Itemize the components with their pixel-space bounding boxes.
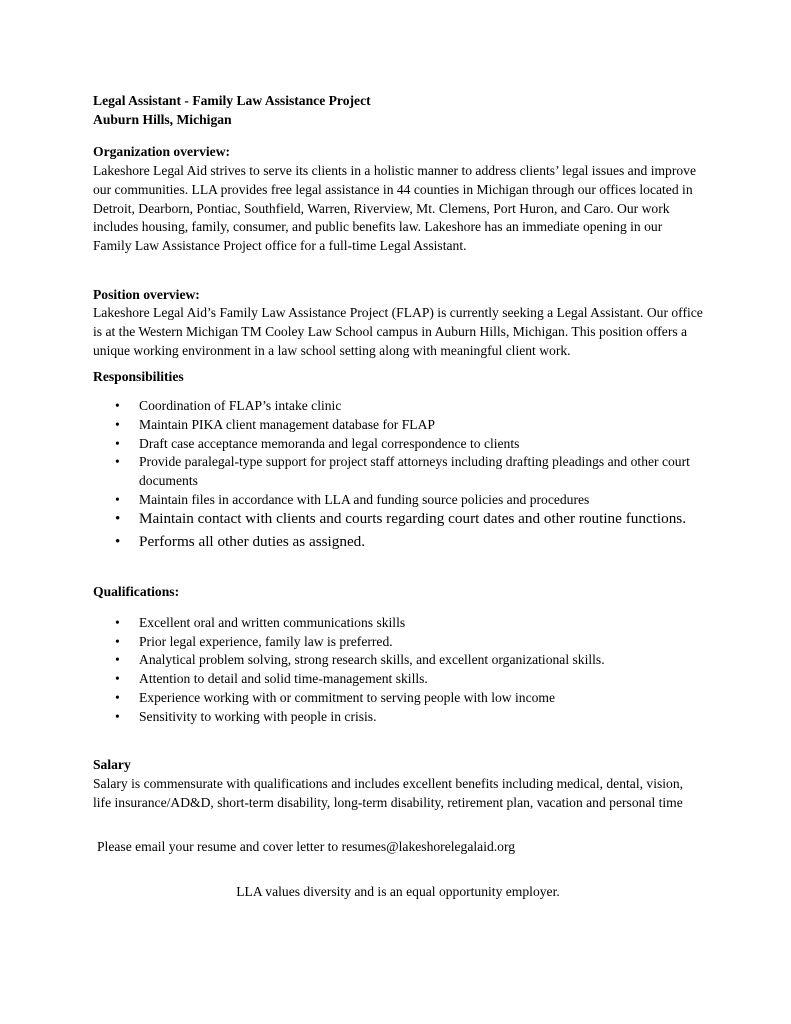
eeo-statement: LLA values diversity and is an equal opportunity employer. [236, 884, 560, 900]
organization-heading: Organization overview: [93, 144, 231, 160]
bullet-icon: • [115, 615, 120, 631]
bullet-icon: • [115, 454, 120, 470]
list-item: • Attention to detail and solid time-management skills. [93, 670, 703, 689]
position-text: Lakeshore Legal Aid’s Family Law Assistance Project (FLAP) is currently seeking a Legal Assistant. Our office is at the Western Michigan TM Cooley Law School campus in Auburn Hills, Michigan. This position offers a unique working environment in a law school setting along with meaningful client work. [93, 305, 703, 358]
list-item: • Maintain contact with clients and courts regarding court dates and other routine functions. [115, 510, 687, 528]
list-item: • Provide paralegal-type support for project staff attorneys including drafting pleadings and other court documents [115, 454, 690, 488]
bullet-icon: • [115, 689, 120, 705]
salary-text: Salary is commensurate with qualifications and includes excellent benefits including medical, dental, vision, life insurance/AD&D, short-term disability, long-term disability, retirement plan, vacation and personal time [93, 775, 684, 810]
bullet-icon: • [115, 416, 120, 432]
list-item: • Sensitivity to working with people in crisis. [93, 708, 703, 727]
list-item: • Draft case acceptance memoranda and legal correspondence to clients [93, 435, 703, 454]
qualifications-list [93, 614, 703, 726]
bullet-icon: • [115, 510, 121, 528]
bullet-icon: • [115, 491, 120, 507]
bullet-icon: • [115, 671, 120, 687]
bullet-icon: • [115, 633, 120, 649]
bullet-icon: • [115, 708, 120, 724]
organization-text: Lakeshore Legal Aid strives to serve its clients in a holistic manner to address clients’ legal issues and improve our communities. LLA provides free legal assistance in 44 counties in Michigan through our offices located in Detroit, Dearborn, Pontiac, Southfield, Warren, Riverview, Mt. Clemens, Port Huron, and Caro. Our work includes housing, family, consumer, and public benefits law. Lakeshore has an immediate opening in our Family Law Assistance Project office for a full-time Legal Assistant. [93, 163, 697, 253]
responsibilities-heading: Responsibilities [93, 369, 184, 385]
bullet-icon: • [115, 435, 120, 451]
responsibilities-list [93, 397, 703, 551]
bullet-icon: • [115, 652, 120, 668]
job-title: Legal Assistant - Family Law Assistance Project [93, 93, 371, 108]
bullet-icon: • [115, 532, 121, 550]
list-item: • Maintain PIKA client management database for FLAP [93, 416, 703, 435]
document-body [93, 92, 703, 902]
list-item: • Analytical problem solving, strong research skills, and excellent organizational skills. [93, 651, 703, 670]
list-item: • Coordination of FLAP’s intake clinic [93, 397, 703, 416]
apply-instructions: Please email your resume and cover letter to resumes@lakeshorelegalaid.org [97, 839, 516, 855]
qualifications-heading: Qualifications: [93, 584, 180, 600]
list-item: • Experience working with or commitment to serving people with low income [93, 689, 703, 708]
salary-heading: Salary [93, 757, 131, 773]
list-item: • Prior legal experience, family law is preferred. [93, 633, 703, 652]
list-item: • Maintain files in accordance with LLA and funding source policies and procedures [93, 491, 703, 510]
list-item: • Performs all other duties as assigned. [115, 532, 366, 550]
bullet-icon: • [115, 398, 120, 414]
job-location: Auburn Hills, Michigan [93, 111, 232, 127]
position-heading: Position overview: [93, 286, 200, 302]
list-item: • Excellent oral and written communications skills [93, 614, 703, 633]
